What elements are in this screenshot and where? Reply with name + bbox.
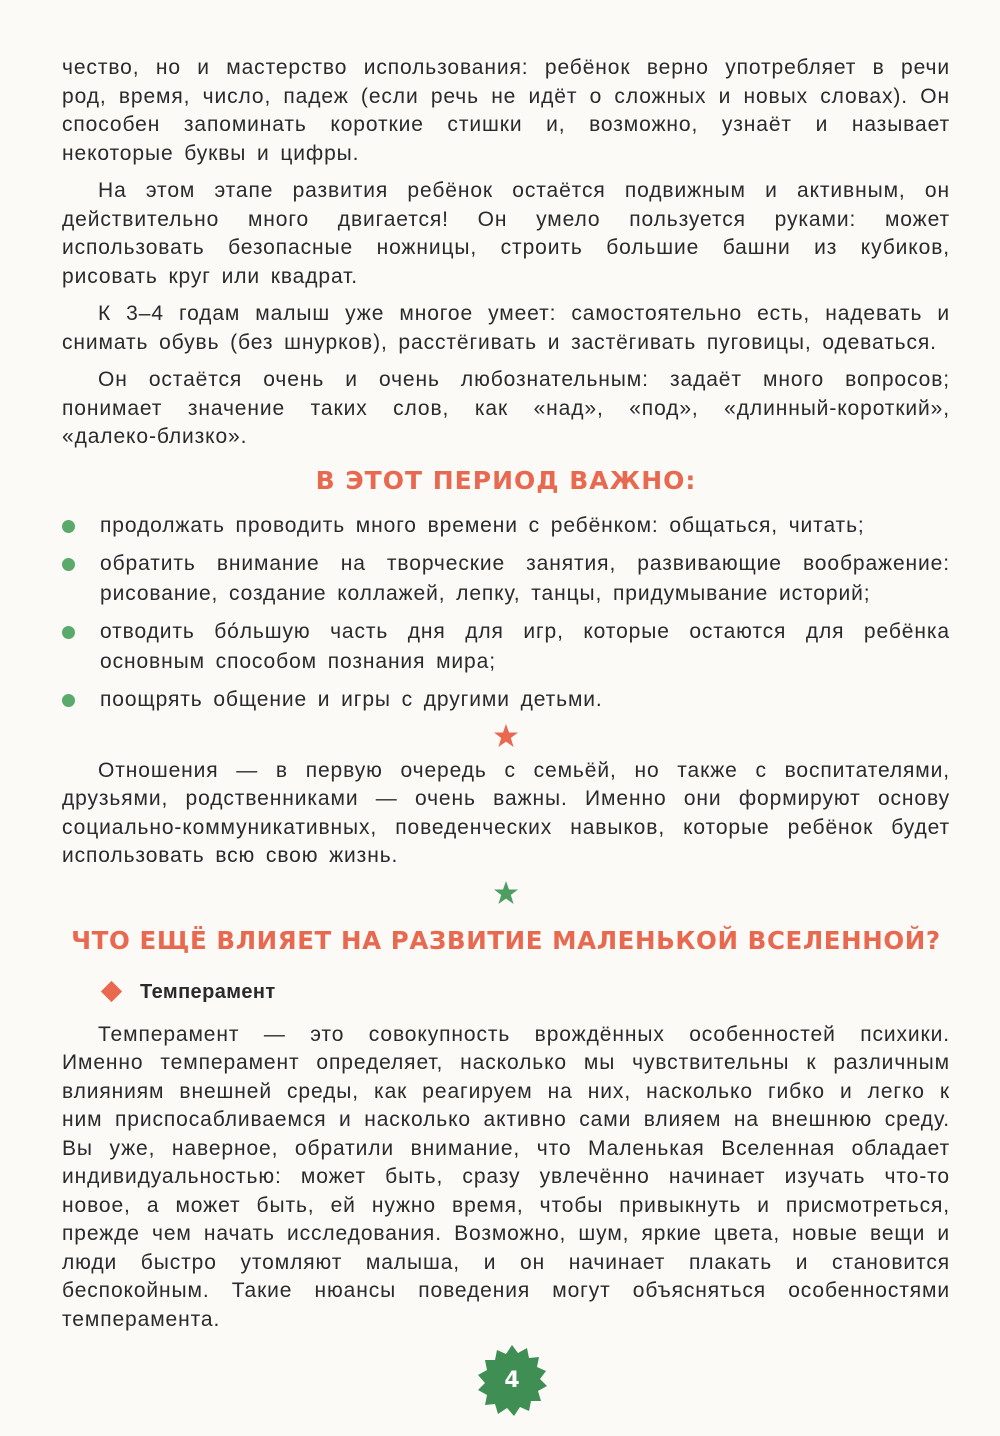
bullet-dot-icon [62, 520, 75, 533]
bullet-dot-icon [62, 694, 75, 707]
important-heading: В ЭТОТ ПЕРИОД ВАЖНО: [315, 465, 697, 495]
page-content [62, 54, 950, 1343]
page-number-badge [474, 1343, 550, 1419]
bullet-dot-icon [62, 558, 75, 571]
list-item-text: обратить внимание на творческие занятия, развивающие воображение: рисование, создание коллажей, лепку, танцы, придумывание историй; [100, 551, 950, 605]
paragraph-temperament: Темперамент — это совокупность врождённых особенностей психики. Именно темперамент определяет, насколько мы чувствительны к различным влияниям внешней среды, как реагируем на них, насколько гибко и легко к ним приспосабливаемся и насколько активно сами влияем на внешнюю среду. Вы уже, наверное, обратили внимание, что Маленькая Вселенная обладает индивидуальностью: может быть, сразу увлечённо начинает изучать что-то новое, а может быть, ей нужно время, чтобы привыкнуть и присмотреться, прежде чем начать исследования. Возможно, шум, яркие цвета, новые вещи и люди быстро утомляют малыша, и он начинает плакать и становится беспокойным. Такие нюансы поведения могут объясняться особенностями темперамента. [62, 1022, 950, 1331]
important-list [62, 511, 950, 715]
red-star-icon [62, 723, 950, 751]
list-item [62, 511, 950, 541]
paragraph-motor-skills: На этом этапе развития ребёнок остаётся подвижным и активным, он действительно много двигается! Он умело пользуется руками: может использовать безопасные ножницы, строить большие башни из кубиков, рисовать круг или квадрат. [62, 179, 950, 288]
paragraph-speech: чество, но и мастерство использования: ребёнок верно употребляет в речи род, время, число, падеж (если речь не идёт о сложных и новых словах). Он способен запоминать короткие стишки и, возможно, узнаёт и называет некоторые буквы и цифры. [62, 56, 950, 165]
list-item [62, 549, 950, 609]
bullet-dot-icon [62, 626, 75, 639]
list-item-text: продолжать проводить много времени с ребёнком: общаться, читать; [100, 513, 865, 537]
subheading-temperament [62, 977, 950, 1007]
list-item-text: поощрять общение и игры с другими детьми. [100, 687, 603, 711]
page-number: 4 [504, 1368, 520, 1393]
section-heading: ЧТО ЕЩЁ ВЛИЯЕТ НА РАЗВИТИЕ МАЛЕНЬКОЙ ВСЕЛЕННОЙ? [71, 925, 941, 955]
list-item [62, 617, 950, 677]
paragraph-self-care: К 3–4 годам малыш уже многое умеет: самостоятельно есть, надевать и снимать обувь (без шнурков), расстёгивать и застёгивать пуговицы, одеваться. [62, 302, 950, 354]
subheading-text: Темперамент [140, 980, 276, 1003]
paragraph-relations: Отношения — в первую очередь с семьёй, но также с воспитателями, друзьями, родственниками — очень важны. Именно они формируют основу социально-коммуникативных, поведенческих навыков, которые ребёнок будет использовать всю свою жизнь. [62, 758, 950, 867]
paragraph-curiosity: Он остаётся очень и очень любознательным: задаёт много вопросов; понимает значение таких слов, как «над», «под», «длинный-короткий», «далеко-близко». [62, 368, 950, 448]
list-item [62, 685, 950, 715]
list-item-text: отводить бо́льшую часть дня для игр, которые остаются для ребёнка основным способом познания мира; [100, 619, 950, 673]
diamond-icon [101, 980, 122, 1001]
green-star-icon [62, 880, 950, 908]
